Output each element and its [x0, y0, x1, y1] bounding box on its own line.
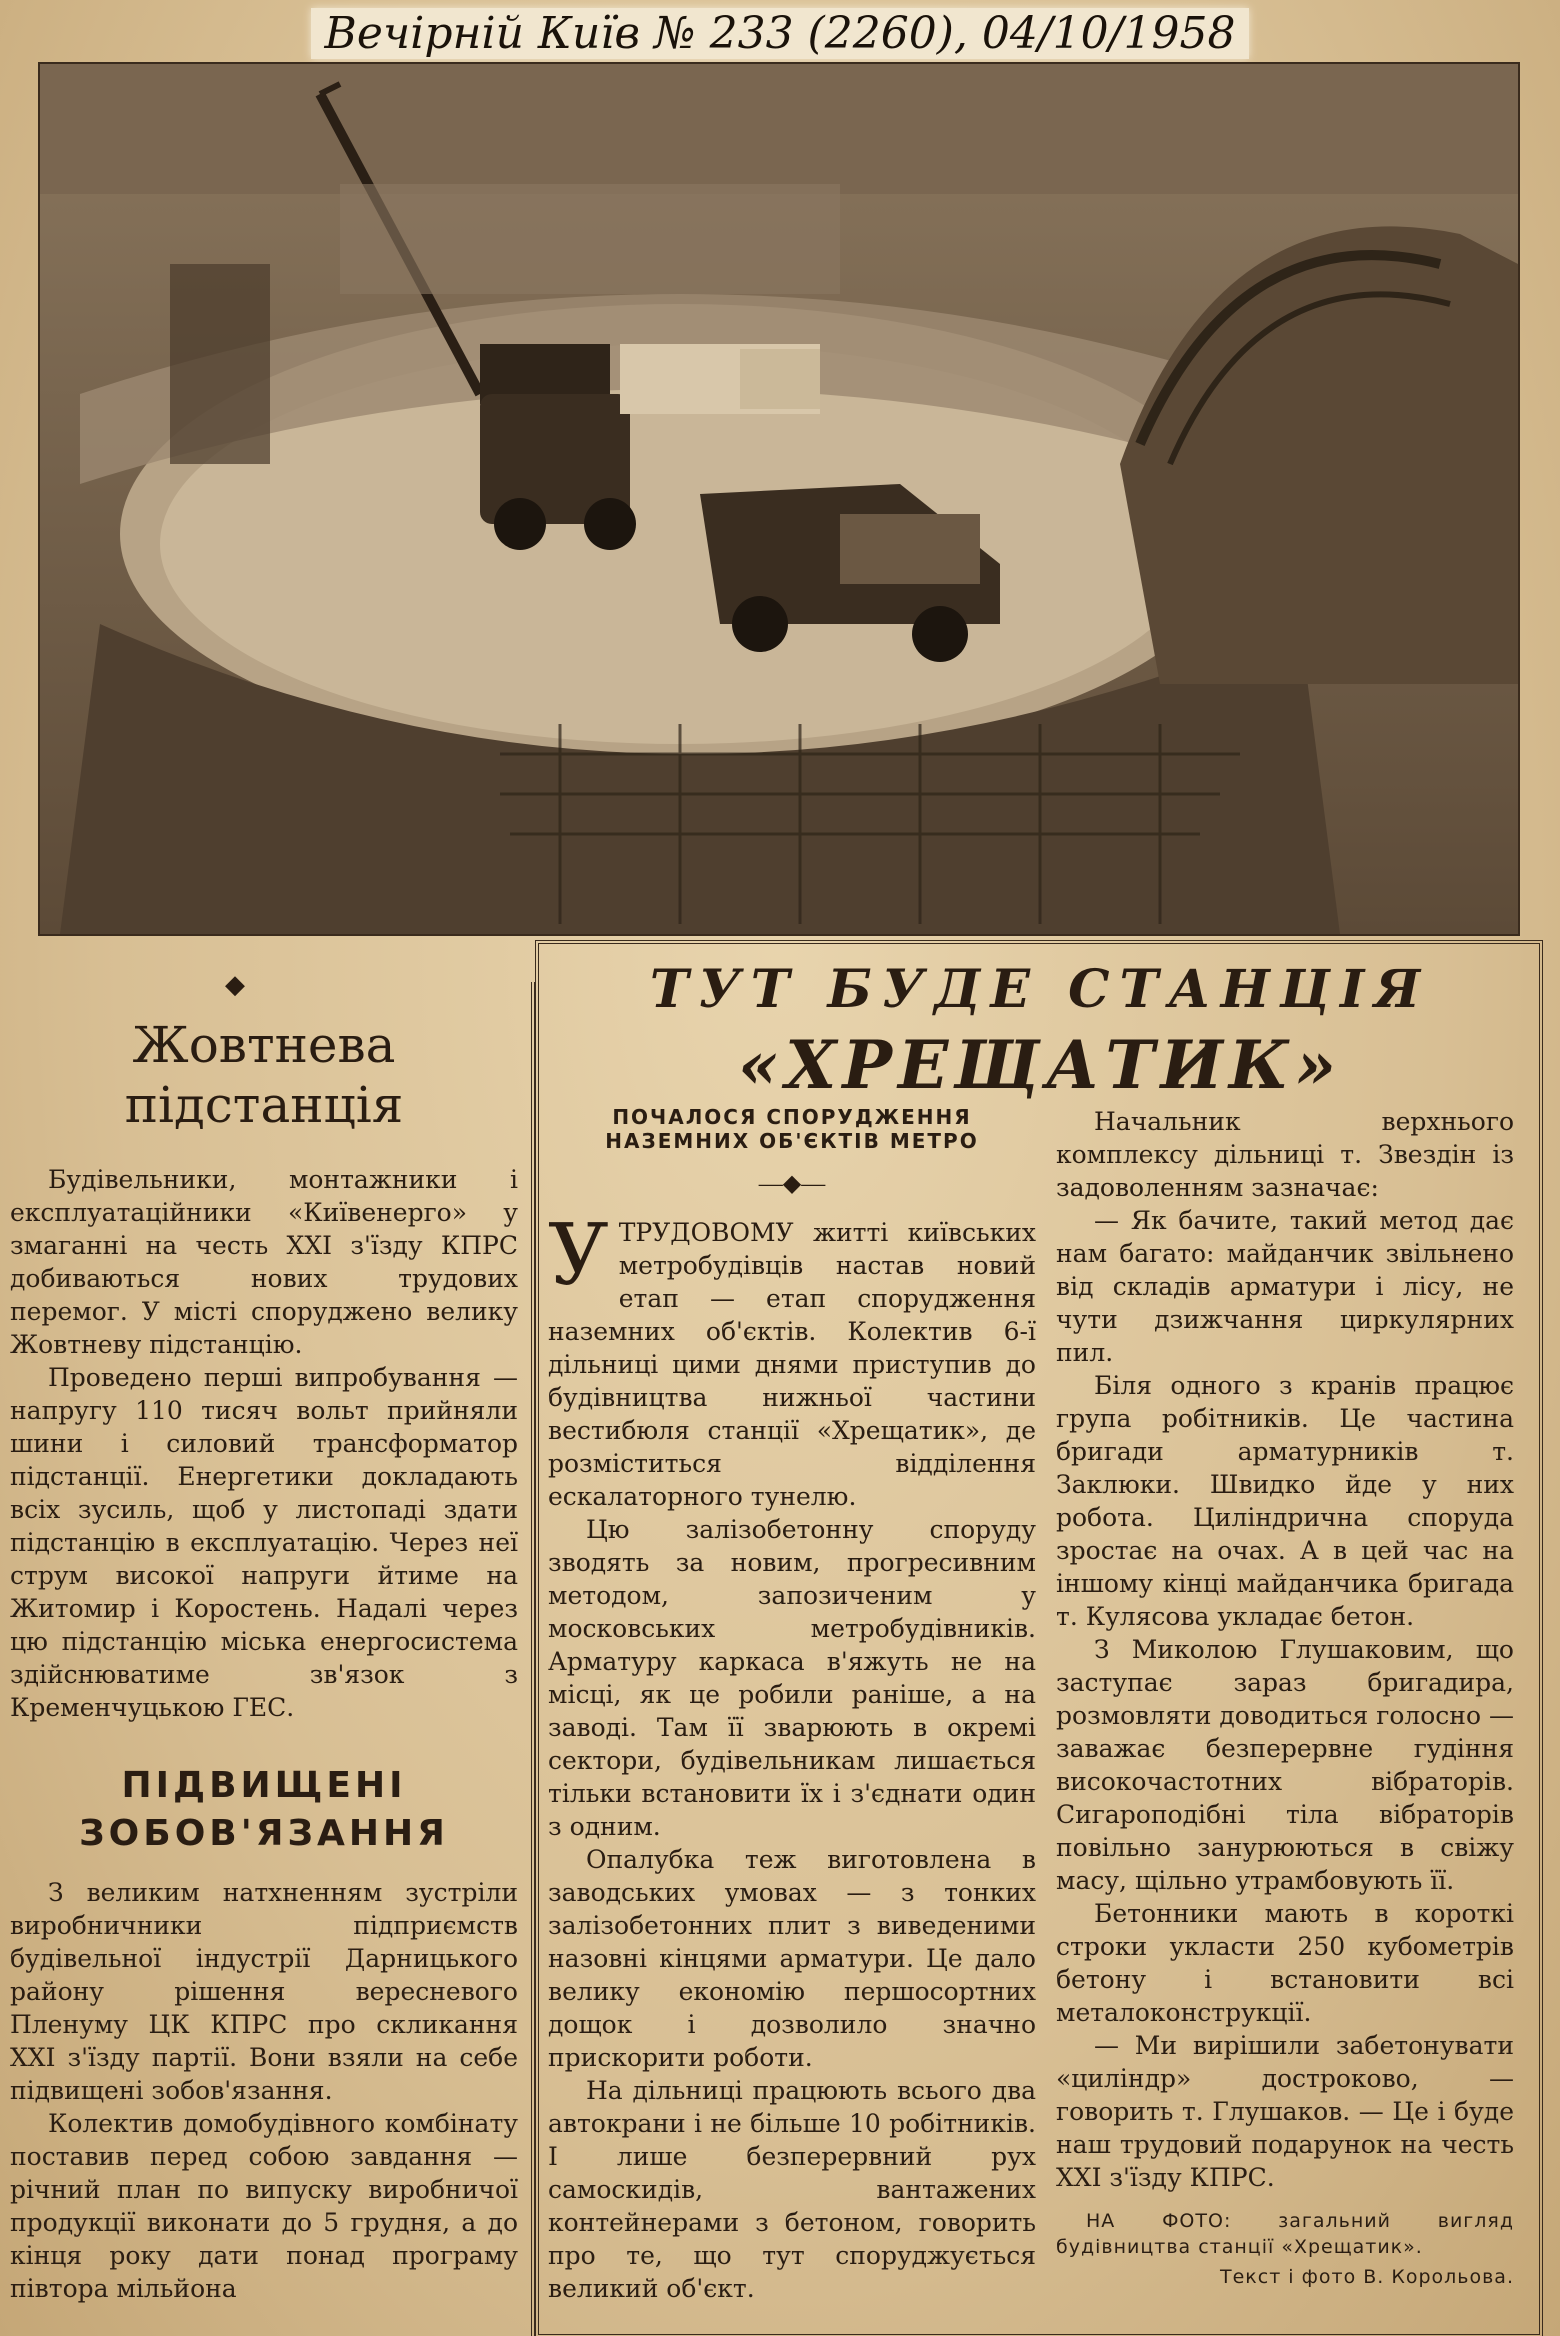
- main-paragraph: Бетонники мають в короткі строки укласти 250 кубометрів бетону і встановити всі металоконструкції.: [1056, 1899, 1514, 2027]
- main-paragraph: Начальник верхнього комплексу дільниці т. Звездін із задоволенням зазначає:: [1056, 1107, 1514, 1202]
- construction-site-photo: [38, 62, 1520, 936]
- article2-paragraph: Колектив домобудівного комбінату поставив перед собою завдання — річний план по випуску виробничої продукції виконати до 5 грудня, а до кінця року дати понад програму півтора мільйона: [10, 2109, 518, 2303]
- main-paragraph: — Ми вирішили забетонувати «циліндр» достроково, — говорить т. Глушаков. — Це і буде наш трудовий подарунок на честь XXI з'їзду КПРС.: [1056, 2031, 1514, 2192]
- main-paragraph: Цю залізобетонну споруду зводять за новим, прогресивним методом, запозиченим у московських метробудівників. Арматуру каркаса в'яжуть не на місці, як це робили раніше, а на заводі. Там її зварюють в окремі сектори, будівельникам лишається тільки встановити їх і з'єднати один з одним.: [548, 1515, 1036, 1841]
- main-subheading: ПОЧАЛОСЯ СПОРУДЖЕННЯ НАЗЕМНИХ ОБ'ЄКТІВ МЕТРО: [605, 1105, 979, 1153]
- main-title-line2: «ХРЕЩАТИК»: [737, 1026, 1343, 1104]
- photo-illustration: [40, 64, 1518, 934]
- issue-title: Вечірній Київ № 233 (2260), 04/10/1958: [311, 8, 1250, 59]
- left-column: [10, 975, 518, 2336]
- main-article-headline: [560, 955, 1520, 1105]
- article2-paragraph: З великим натхненням зустріли виробничники підприємств будівельної індустрії Дарницького району рішення вересневого Пленуму ЦК КПРС про скликання XXI з'їзду партії. Вони взяли на себе підвищені зобов'язання.: [10, 1878, 518, 2105]
- article2-title-line1: ПІДВИЩЕНІ: [121, 1765, 407, 1806]
- drop-cap: У: [548, 1206, 609, 1304]
- main-paragraph: ТРУДОВОМУ житті київських метробудівців настав новий етап — етап спорудження наземних об'єктів. Колектив 6-ї дільниці цими днями приступив до будівництва нижньої частини вестибюля станції «Хрещатик», де розміститься відділення ескалаторного тунелю.: [548, 1218, 1036, 1511]
- photo-caption: НА ФОТО: загальний вигляд будівництва станції «Хрещатик».: [1056, 2210, 1514, 2258]
- main-paragraph: Біля одного з кранів працює група робітників. Це частина бригади арматурників т. Заклюки. Швидко йде у них робота. Циліндрична споруда зростає на очах. А в цей час на іншому кінці майданчика бригада т. Кулясова укладає бетон.: [1056, 1371, 1514, 1631]
- main-paragraph: З Миколою Глушаковим, що заступає зараз бригадира, розмовляти доводиться голосно — заважає безперервне гудіння високочастотних вібраторів. Сигароподібні тіла вібраторів повільно занурюються в свіжу масу, щільно утрамбовують її.: [1056, 1635, 1514, 1895]
- main-paragraph: — Як бачите, такий метод дає нам багато: майданчик звільнено від складів арматури і лісу, не чути дзижчання циркулярних пил.: [1056, 1206, 1514, 1367]
- article1-title-line1: Жовтнева: [132, 1016, 396, 1074]
- page-header: [0, 0, 1560, 66]
- main-paragraph: На дільниці працюють всього два автокрани і не більше 10 робітників. І лише безперервний рух самоскидів, вантажених контейнерами з бетоном, говорить про те, що тут споруджується великий об'єкт.: [548, 2076, 1036, 2303]
- main-article-right-column: [1056, 1105, 1514, 2336]
- article2-title-line2: ЗОБОВ'ЯЗАННЯ: [79, 1813, 449, 1854]
- article1-headline: [10, 1015, 518, 1135]
- main-title-line1: ТУТ БУДЕ СТАНЦІЯ: [649, 959, 1431, 1020]
- article1-paragraph: Будівельники, монтажники і експлуатаційники «Київенерго» у змаганні на честь XXI з'їзду КПРС добиваються нових трудових перемог. У місті споруджено велику Жовтневу підстанцію.: [10, 1165, 518, 1359]
- article1-title-line2: підстанція: [124, 1076, 404, 1134]
- article2-headline: [10, 1762, 518, 1858]
- diamond-ornament-icon: ◆: [225, 970, 245, 1000]
- author-credit: Текст і фото В. Корольова.: [1219, 2266, 1514, 2288]
- diamond-ornament-icon: —◆—: [758, 1171, 826, 1197]
- article1-paragraph: Проведено перші випробування — напругу 110 тисяч вольт прийняли шини і силовий трансформатор підстанції. Енергетики докладають всіх зусиль, щоб у листопаді здати підстанцію в експлуатацію. Через неї струм високої напруги йтиме на Житомир і Коростень. Надалі через цю підстанцію міська енергосистема здійснюватиме зв'язок з Кременчуцькою ГЕС.: [10, 1363, 518, 1722]
- main-article-middle-column: [548, 1105, 1036, 2336]
- main-paragraph: Опалубка теж виготовлена в заводських умовах — з тонких залізобетонних плит з виведеними назовні кінцями арматури. Це дало велику економію першосортних дощок і дозволило значно прискорити роботи.: [548, 1845, 1036, 2072]
